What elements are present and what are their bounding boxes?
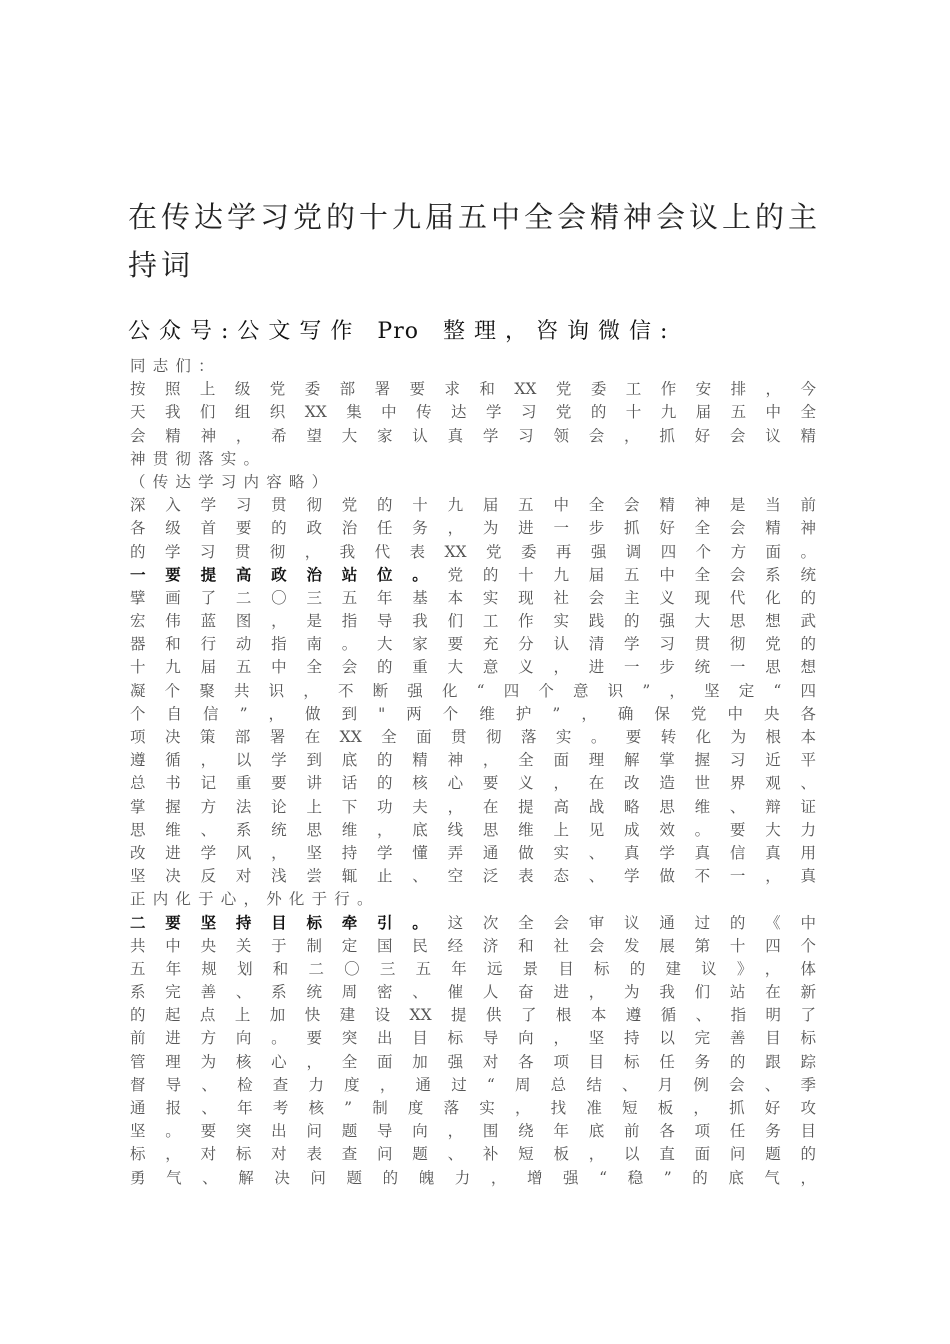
text-line (130, 425, 816, 448)
text-line (130, 796, 816, 819)
line-text: 深入学习贯彻党的十九届五中全会精神是当前 (130, 496, 816, 515)
line-text: 遵循，以学到底的精神，全面理解掌握习近平 (130, 751, 816, 770)
line-text: 正内化于心，外化于行。 (130, 890, 380, 909)
text-line (130, 912, 816, 935)
line-text: 同志们： (130, 357, 221, 375)
source-line (128, 312, 828, 352)
line-text: 管理为核心，全面加强对各项目标任务的跟踪 (130, 1052, 816, 1071)
text-line (130, 494, 816, 517)
text-line (130, 1074, 816, 1097)
line-text: 改进学风，坚持学懂弄通做实、真学真信真用 (130, 843, 816, 862)
text-line (130, 587, 816, 610)
source-prefix: 公众号:公文写作 (128, 319, 362, 344)
line-text: （传达学习内容略） (130, 472, 335, 491)
text-line (130, 1120, 816, 1143)
text-line (130, 633, 816, 656)
text-line (130, 1143, 816, 1166)
text-line (130, 842, 816, 865)
text-line (130, 958, 816, 981)
text-line (130, 656, 816, 679)
line-text: 坚。要突出问题导向，围绕年底前各项任务目 (130, 1122, 816, 1141)
text-line (130, 680, 816, 703)
text-line (130, 935, 816, 958)
text-line (130, 749, 816, 772)
paragraph (130, 378, 816, 471)
text-line (130, 355, 816, 378)
line-text: 共中央关于制定国民经济和社会发展第十四个 (130, 936, 816, 955)
text-line (130, 1027, 816, 1050)
line-text: 这次全会审议通过的《中 (447, 913, 816, 932)
paragraph (130, 564, 816, 912)
document-title: 在传达学习党的十九届五中全会精神会议上的主持词 (128, 200, 822, 282)
line-text: 思维、系统思维，底线思维上见成效。要大力 (130, 820, 816, 839)
source-pro: Pro (377, 319, 419, 344)
text-line (130, 517, 816, 540)
text-line (130, 888, 816, 911)
text-line (130, 865, 816, 888)
text-line (130, 401, 816, 424)
line-text: 坚决反对浅尝辄止、空泛表态、学做不一，真 (130, 867, 816, 886)
line-text: 的起点上加快建设XX提供了根本遵循、指明了 (130, 1006, 816, 1025)
line-text: 项决策部署在XX全面贯彻落实。要转化为根本 (130, 728, 816, 746)
text-line (130, 448, 816, 471)
line-text: 宏伟蓝图，是指导我们工作实践的强大思想武 (130, 612, 816, 631)
text-line (130, 981, 816, 1004)
text-line (130, 564, 816, 587)
line-text: 标，对标对表查问题、补短板，以直面问题的 (130, 1145, 816, 1164)
section-heading: 一要提高政治站位。 (130, 565, 448, 584)
text-line (130, 772, 816, 795)
line-text: 前进方向。要突出目标导向，坚持以完善目标 (130, 1029, 816, 1048)
line-text: 掌握方法论上下功夫，在提高战略思维、辩证 (130, 797, 816, 816)
text-line (130, 541, 816, 564)
line-text: 神贯彻落实。 (130, 449, 267, 468)
line-text: 的学习贯彻，我代表XX党委再强调四个方面。 (130, 542, 816, 561)
document-body (130, 355, 816, 1190)
text-line (130, 1167, 816, 1190)
text-line (130, 819, 816, 842)
line-text: 十九届五中全会的重大意义，进一步统一思想 (130, 658, 816, 677)
line-text: 党的十九届五中全会系统 (447, 565, 816, 584)
paragraph (130, 494, 816, 564)
line-text: 系完善、系统周密、催人奋进，为我们站在新 (130, 983, 816, 1002)
text-line (130, 1051, 816, 1074)
source-suffix: 整理，咨询微信: (443, 319, 677, 344)
paragraph (130, 471, 816, 494)
section-heading: 二要坚持目标牵引。 (130, 913, 448, 932)
line-text: 通报、年考核”制度落实，找准短板，抓好攻 (130, 1099, 816, 1117)
text-line (130, 1097, 816, 1120)
text-line (130, 703, 816, 726)
text-line (130, 726, 816, 749)
line-text: 凝个聚共识，不断强化“四个意识”，坚定“四 (130, 681, 816, 700)
paragraph (130, 912, 816, 1190)
line-text: 各级首要的政治任务，为进一步抓好全会精神 (130, 519, 816, 538)
line-text: 五年规划和二〇三五年远景目标的建议》，体 (130, 959, 816, 978)
line-text: 天我们组织XX集中传达学习党的十九届五中全 (130, 403, 816, 422)
text-line (130, 610, 816, 633)
text-line (130, 378, 816, 401)
text-line (130, 1004, 816, 1027)
line-text: 会精神，希望大家认真学习领会，抓好会议精 (130, 426, 816, 445)
line-text: 器和行动指南。大家要充分认清学习贯彻党的 (130, 635, 816, 654)
line-text: 总书记重要讲话的核心要义，在改造世界观、 (130, 774, 816, 793)
paragraph (130, 355, 816, 378)
text-line (130, 471, 816, 494)
line-text: 按照上级党委部署要求和XX党委工作安排，今 (130, 380, 816, 399)
line-text: 督导、检查力度，通过“周总结、月例会、季 (130, 1075, 816, 1094)
line-text: 擘画了二〇三五年基本实现社会主义现代化的 (130, 588, 816, 607)
line-text: 个自信”，做到"两个维护”，确保党中央各 (130, 704, 816, 723)
line-text: 勇气、解决问题的魄力，增强“稳”的底气， (130, 1168, 816, 1187)
